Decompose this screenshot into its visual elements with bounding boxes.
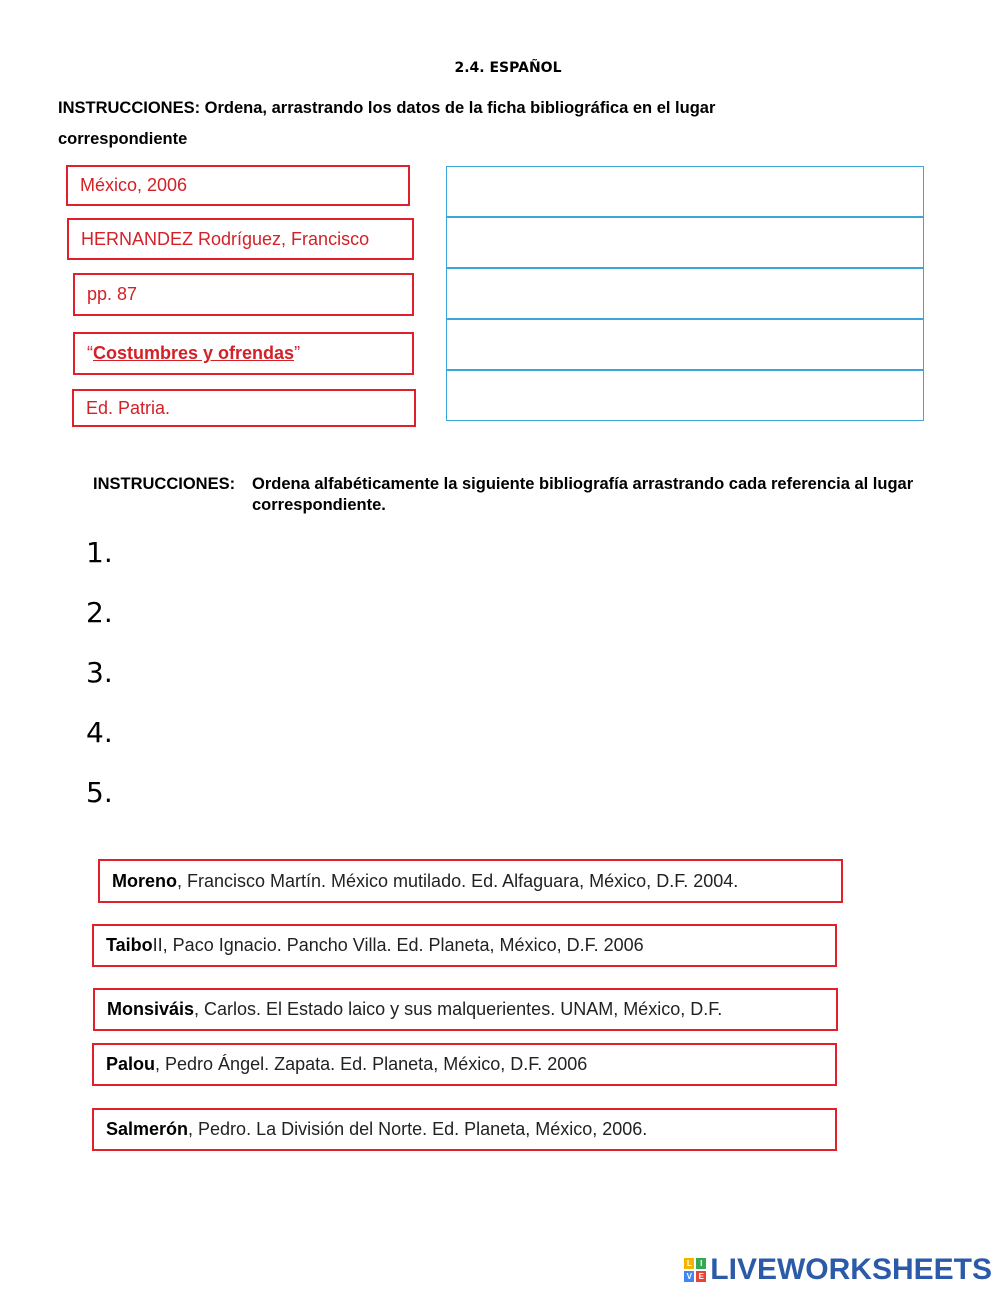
order-number-2: 2. [86, 596, 113, 629]
quote-close: ” [294, 343, 301, 363]
reference-card[interactable] [93, 988, 838, 1031]
card-title-text: Costumbres y ofrendas [93, 343, 295, 363]
drag-card-place-date[interactable] [66, 165, 410, 206]
drop-slot-3[interactable] [446, 268, 924, 319]
reference-author: Taibo [106, 935, 153, 955]
order-number-3: 3. [86, 656, 113, 689]
drag-card-pages[interactable] [73, 273, 414, 316]
reference-card[interactable] [98, 859, 843, 903]
instructions-1: INSTRUCCIONES: Ordena, arrastrando los datos de la ficha bibliográfica en el lugar correspondiente [58, 99, 716, 148]
drop-slot-2[interactable] [446, 217, 924, 268]
reference-rest: II, Paco Ignacio. Pancho Villa. Ed. Planeta, México, D.F. 2006 [152, 935, 644, 955]
card-text: HERNANDEZ Rodríguez, Francisco [81, 228, 370, 249]
reference-author: Moreno [112, 870, 177, 891]
quote-open: “ [87, 343, 93, 363]
reference-rest: , Carlos. El Estado laico y sus malquerientes. UNAM, México, D.F. [194, 999, 723, 1019]
instructions-text: Ordena alfabéticamente la siguiente bibliografía arrastrando cada referencia al lugar correspondiente. [252, 475, 914, 514]
order-number-5: 5. [86, 776, 113, 809]
card-text: México, 2006 [80, 175, 188, 195]
reference-rest: , Pedro. La División del Norte. Ed. Planeta, México, 2006. [188, 1119, 648, 1139]
drop-slot-5[interactable] [446, 370, 924, 421]
page-title: 2.4. ESPAÑOL [454, 60, 562, 76]
card-text: pp. 87 [87, 284, 138, 304]
logo-blocks-icon: L I V E [684, 1258, 706, 1282]
drag-card-publisher[interactable] [72, 389, 416, 427]
reference-rest: , Francisco Martín. México mutilado. Ed. Alfaguara, México, D.F. 2004. [177, 870, 739, 891]
reference-card[interactable] [92, 924, 837, 967]
reference-card[interactable] [92, 1043, 837, 1086]
reference-author: Palou [106, 1054, 156, 1074]
drag-card-title[interactable] [73, 332, 414, 375]
drop-slot-4[interactable] [446, 319, 924, 370]
instructions-label: INSTRUCCIONES: [93, 475, 236, 493]
reference-rest: , Pedro Ángel. Zapata. Ed. Planeta, México, D.F. 2006 [155, 1054, 588, 1074]
card-text: Ed. Patria. [86, 397, 171, 418]
order-number-1: 1. [86, 536, 113, 569]
drag-card-author[interactable] [67, 218, 414, 260]
logo-text: LIVEWORKSHEETS [710, 1253, 992, 1286]
reference-author: Salmerón [106, 1119, 189, 1139]
drop-slot-1[interactable] [446, 166, 924, 217]
reference-card[interactable] [92, 1108, 837, 1151]
reference-author: Monsiváis [107, 999, 195, 1019]
order-number-4: 4. [86, 716, 113, 749]
liveworksheets-logo [684, 1252, 992, 1288]
